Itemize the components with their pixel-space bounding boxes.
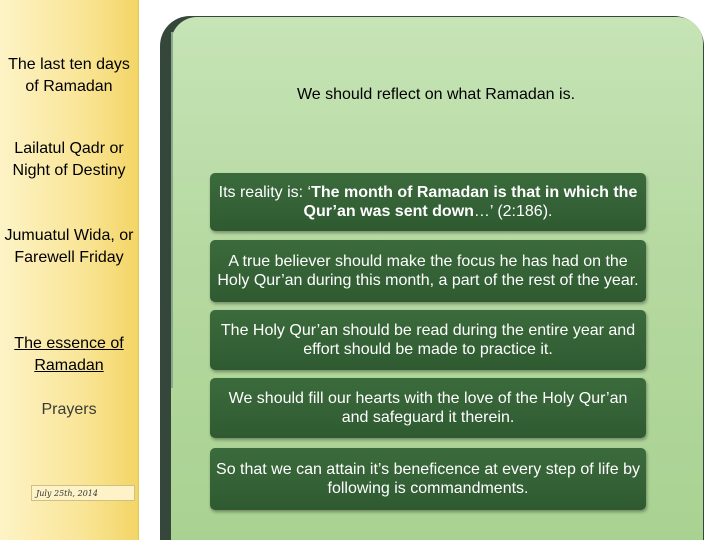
point-text-love: We should fill our hearts with the love of the Holy Qur’an and safeguard it therein.: [228, 390, 628, 426]
point-text-read: The Holy Qur’an should be read during the entire year and effort should be made to practice it.: [220, 322, 636, 358]
point-text-reality: Its reality is: ‘The month of Ramadan is that in which the Qur’an was sent down…’ (2:186).: [218, 184, 638, 220]
point-text-focus: A true believer should make the focus he has had on the Holy Qur’an during this month, a part of the rest of the year.: [217, 253, 639, 289]
point-box-reality: [210, 173, 646, 231]
point-box-love: [210, 378, 646, 438]
panel-divider: [171, 32, 173, 388]
sidebar: [0, 0, 139, 540]
sidebar-item-jumuatul-wida[interactable]: Jumuatul Wida, or Farewell Friday: [4, 227, 134, 266]
date-label: July 25th, 2014: [31, 485, 135, 501]
point-text-beneficence: So that we can attain it’s beneficence at every step of life by following is commandments.: [216, 461, 640, 497]
sidebar-item-prayers[interactable]: Prayers: [41, 401, 97, 418]
sidebar-item-last-ten-days[interactable]: The last ten days of Ramadan: [8, 56, 130, 95]
point-box-focus: [210, 240, 646, 302]
point-box-beneficence: [210, 448, 646, 510]
point-box-read: [210, 310, 646, 370]
sidebar-item-essence-of-ramadan[interactable]: The essence of Ramadan: [14, 335, 124, 374]
sidebar-item-lailatul-qadr[interactable]: Lailatul Qadr or Night of Destiny: [12, 140, 126, 179]
slide-heading: We should reflect on what Ramadan is.: [296, 86, 576, 103]
